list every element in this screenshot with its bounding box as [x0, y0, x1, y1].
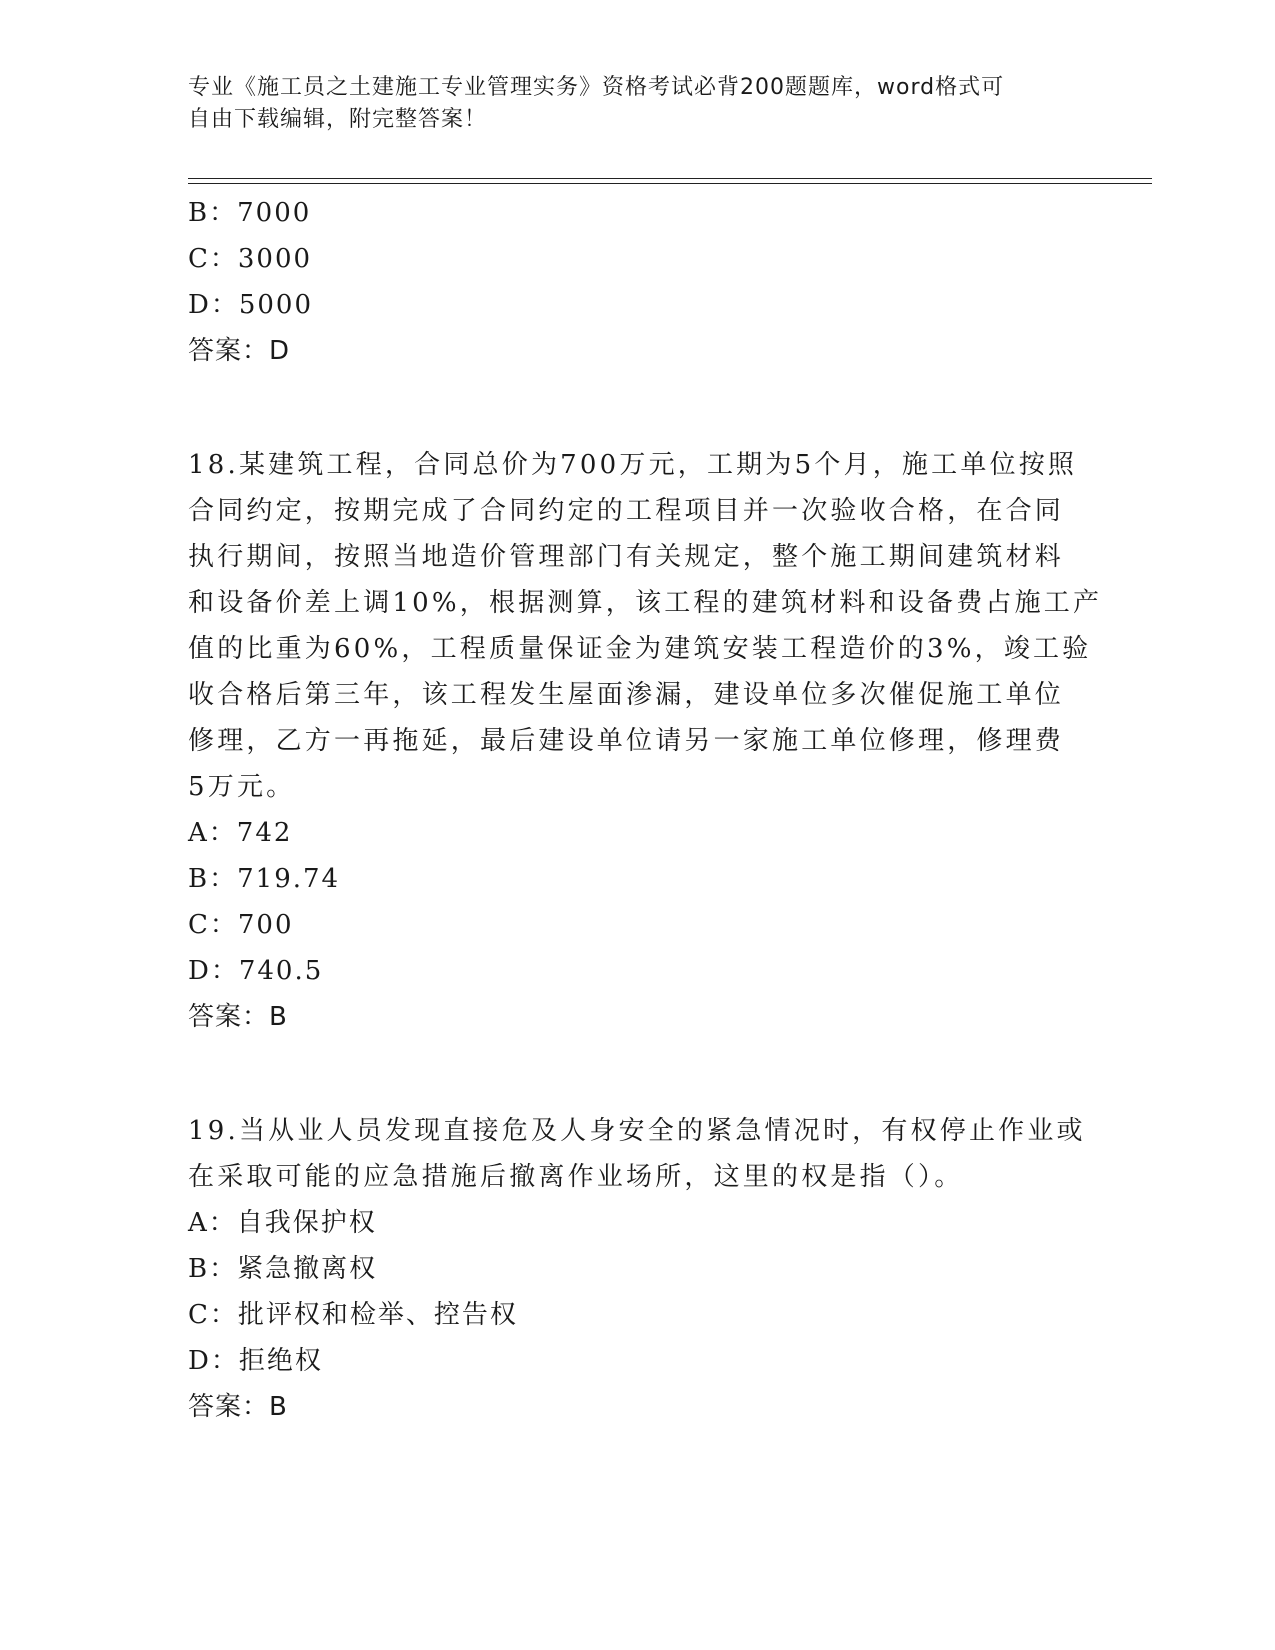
- option-b: B：719.74: [188, 864, 341, 894]
- question-text-line: 和设备价差上调10%，根据测算，该工程的建筑材料和设备费占施工产: [188, 588, 1103, 618]
- option-d: D：740.5: [188, 956, 324, 986]
- option-c: C：批评权和检举、控告权: [188, 1300, 518, 1330]
- question-text-line: 收合格后第三年，该工程发生屋面渗漏，建设单位多次催促施工单位: [188, 680, 1065, 710]
- question-text-line: 在采取可能的应急措施后撤离作业场所，这里的权是指（）。: [188, 1162, 964, 1192]
- question-text-line: 执行期间，按照当地造价管理部门有关规定，整个施工期间建筑材料: [188, 542, 1065, 572]
- question-text-line: 5万元。: [188, 772, 296, 802]
- question-18: [188, 442, 1103, 1040]
- option-a: A：742: [188, 818, 293, 848]
- header-divider-top: [188, 178, 1152, 179]
- document-header: [188, 72, 1068, 136]
- question-text-line: 值的比重为60%，工程质量保证金为建筑安装工程造价的3%，竣工验: [188, 634, 1092, 664]
- header-divider-bottom: [188, 183, 1152, 184]
- answer-line: 答案：B: [188, 1392, 288, 1422]
- question-text-line: 18.某建筑工程，合同总价为700万元，工期为5个月，施工单位按照: [188, 450, 1078, 480]
- header-line-1: 专业《施工员之土建施工专业管理实务》资格考试必背200题题库，word格式可: [188, 75, 1005, 100]
- document-body: [188, 190, 1103, 1430]
- question-text-line: 修理，乙方一再拖延，最后建设单位请另一家施工单位修理，修理费: [188, 726, 1065, 756]
- option-b: B：7000: [188, 198, 312, 228]
- option-a: A：自我保护权: [188, 1208, 377, 1238]
- question-text-line: 合同约定，按期完成了合同约定的工程项目并一次验收合格，在合同: [188, 496, 1065, 526]
- option-d: D：拒绝权: [188, 1346, 323, 1376]
- answer-line: 答案：B: [188, 1002, 288, 1032]
- option-b: B：紧急撤离权: [188, 1254, 378, 1284]
- option-c: C：3000: [188, 244, 313, 274]
- header-line-2: 自由下载编辑，附完整答案！: [188, 107, 488, 132]
- question-19: [188, 1108, 1088, 1430]
- question-text-line: 19.当从业人员发现直接危及人身安全的紧急情况时，有权停止作业或: [188, 1116, 1086, 1146]
- question-17-tail: [188, 190, 1088, 374]
- answer-line: 答案：D: [188, 336, 291, 366]
- option-c: C：700: [188, 910, 294, 940]
- option-d: D：5000: [188, 290, 314, 320]
